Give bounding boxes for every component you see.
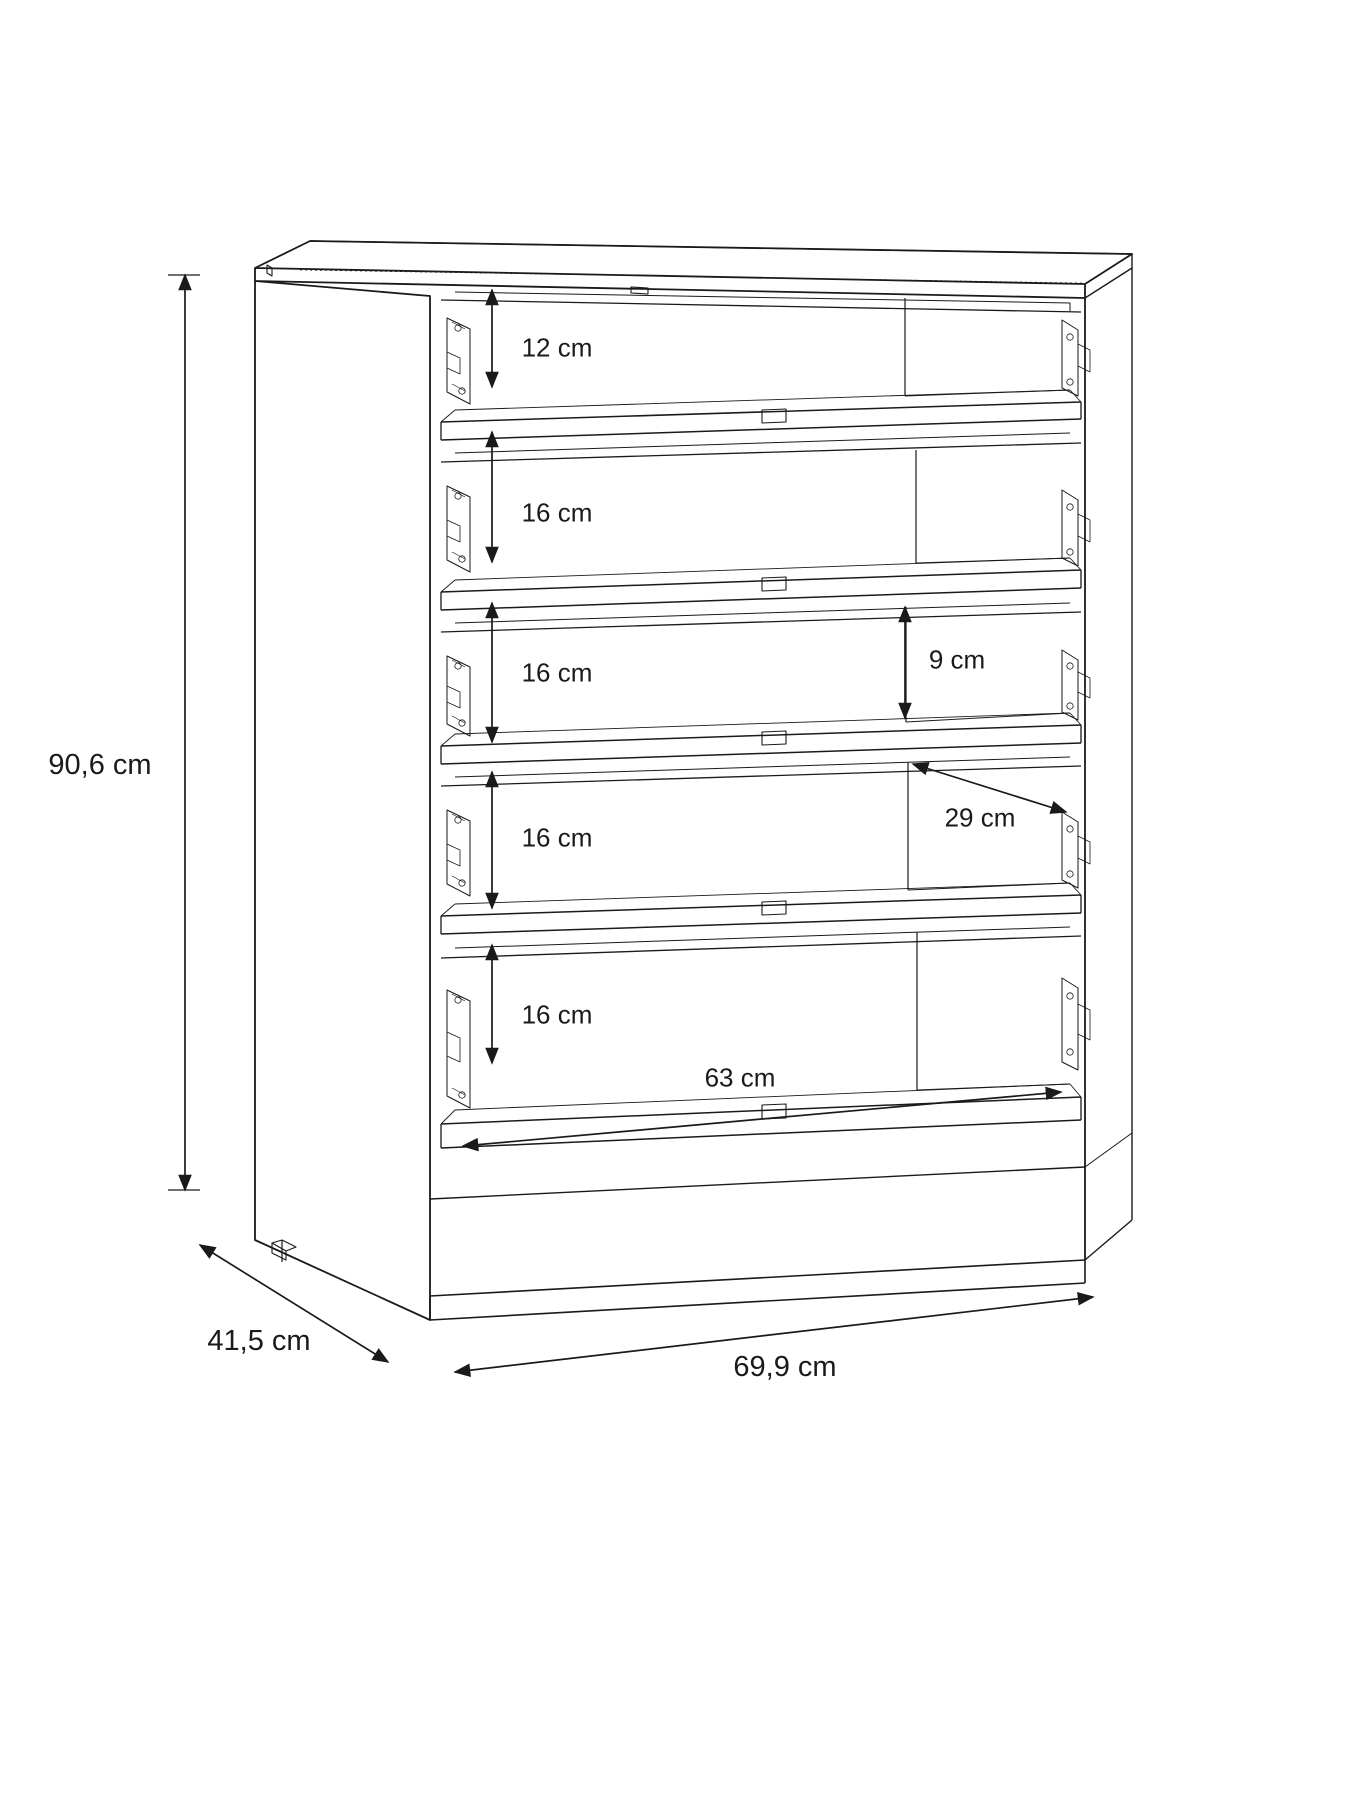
label-total-depth: 41,5 cm — [207, 1325, 311, 1358]
label-side-height: 9 cm — [921, 644, 993, 677]
right-side-panel — [1085, 268, 1132, 1260]
label-drawer-3-height: 16 cm — [514, 657, 601, 690]
dim-line-total-height — [168, 275, 200, 1190]
top-panel — [255, 241, 1132, 298]
label-total-width: 69,9 cm — [733, 1351, 837, 1384]
drawer-1 — [441, 292, 1090, 440]
label-total-height: 90,6 cm — [48, 749, 152, 782]
label-drawer-5-height: 16 cm — [514, 999, 601, 1032]
label-drawer-2-height: 16 cm — [514, 497, 601, 530]
plinth — [430, 1133, 1132, 1320]
left-side-panel — [255, 281, 430, 1320]
label-inner-depth: 29 cm — [937, 802, 1024, 835]
label-inner-width: 63 cm — [697, 1062, 784, 1095]
label-drawer-4-height: 16 cm — [514, 822, 601, 855]
label-drawer-1-height: 12 cm — [514, 332, 601, 365]
cabinet-body — [255, 241, 1132, 1320]
drawer-5 — [441, 927, 1090, 1148]
